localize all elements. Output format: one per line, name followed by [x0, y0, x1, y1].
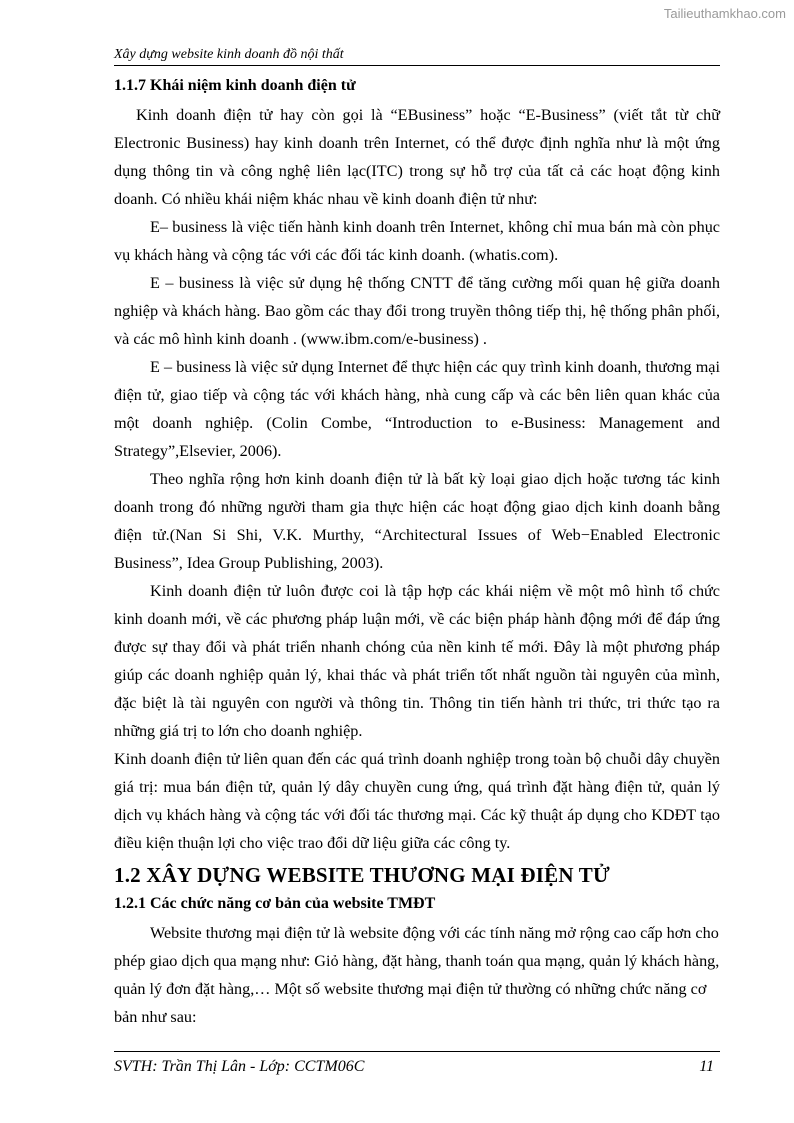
paragraph: Kinh doanh điện tử hay còn gọi là “EBusiness” hoặc “E-Business” (viết tắt từ chữ Electronic Business) hay kinh doanh trên Internet, có thể được định nghĩa như là một ứng dụng thông tin và công nghệ liên lạc(ITC) trong sự hỗ trợ của tất cả các hoạt động kinh doanh. Có nhiều khái niệm khác nhau về kinh doanh điện tử như: — [114, 106, 720, 208]
section-heading-1-1-7: 1.1.7 Khái niệm kinh doanh điện tử — [114, 77, 356, 94]
paragraph: E – business là việc sử dụng Internet để thực hiện các quy trình kinh doanh, thương mại điện tử, giao tiếp và cộng tác với khách hàng, nhà cung cấp và các bên liên quan khác của một doanh nghiệp. (Colin Combe, “Introduction to e-Business: Management and Strategy”,Elsevier, 2006). — [114, 358, 720, 460]
section-heading-1-2-1: 1.2.1 Các chức năng cơ bản của website TMĐT — [114, 895, 436, 912]
page-number: 11 — [699, 1058, 714, 1075]
page-footer — [114, 1051, 720, 1076]
page-content — [114, 73, 720, 1031]
paragraph: Theo nghĩa rộng hơn kinh doanh điện tử là bất kỳ loại giao dịch hoặc tương tác kinh doanh trong đó những người tham gia thực hiện các hoạt động giao dịch kinh doanh bằng điện tử.(Nan Si Shi, V.K. Murthy, “Architectural Issues of Web−Enabled Electronic Business”, Idea Group Publishing, 2003). — [114, 470, 720, 572]
paragraph: E– business là việc tiến hành kinh doanh trên Internet, không chỉ mua bán mà còn phục vụ khách hàng và cộng tác với các đối tác kinh doanh. (whatis.com). — [114, 218, 720, 264]
paragraph: E – business là việc sử dụng hệ thống CNTT để tăng cường mối quan hệ giữa doanh nghiệp và khách hàng. Bao gồm các thay đổi trong truyền thông tiếp thị, hệ thống phân phối, và các mô hình kinh doanh . (www.ibm.com/e-business) . — [114, 274, 720, 348]
section-heading-1-2: 1.2 XÂY DỰNG WEBSITE THƯƠNG MẠI ĐIỆN TỬ — [114, 863, 610, 887]
watermark-text: Tailieuthamkhao.com — [663, 6, 786, 21]
footer-author: SVTH: Trần Thị Lân - Lớp: CCTM06C — [114, 1058, 365, 1075]
paragraph: Kinh doanh điện tử luôn được coi là tập hợp các khái niệm về một mô hình tổ chức kinh doanh mới, về các phương pháp luận mới, về các biện pháp hành động mới để đáp ứng được sự thay đổi và phát triển nhanh chóng của nền kinh tế mới. Đây là một phương pháp giúp các doanh nghiệp quản lý, khai thác và phát triển tốt nhất nguồn tài nguyên của mình, đặc biệt là tài nguyên con người và thông tin. Thông tin tiến hành tri thức, tri thức tạo ra những giá trị to lớn cho doanh nghiệp. — [114, 582, 720, 740]
paragraph: Kinh doanh điện tử liên quan đến các quá trình doanh nghiệp trong toàn bộ chuỗi dây chuyền giá trị: mua bán điện tử, quản lý dây chuyền cung ứng, quá trình đặt hàng điện tử, quản lý dịch vụ khách hàng và cộng tác với đối tác thương mại. Các kỹ thuật áp dụng cho KDĐT tạo điều kiện thuận lợi cho việc trao đổi dữ liệu giữa các công ty. — [114, 750, 720, 852]
running-header: Xây dựng website kinh doanh đồ nội thất — [114, 46, 720, 66]
paragraph: Website thương mại điện tử là website động với các tính năng mở rộng cao cấp hơn cho phép giao dịch qua mạng như: Giỏ hàng, đặt hàng, thanh toán qua mạng, quản lý khách hàng, quản lý đơn đặt hàng,… Một số website thương mại điện tử thường có những chức năng cơ bản như sau: — [114, 924, 720, 1026]
